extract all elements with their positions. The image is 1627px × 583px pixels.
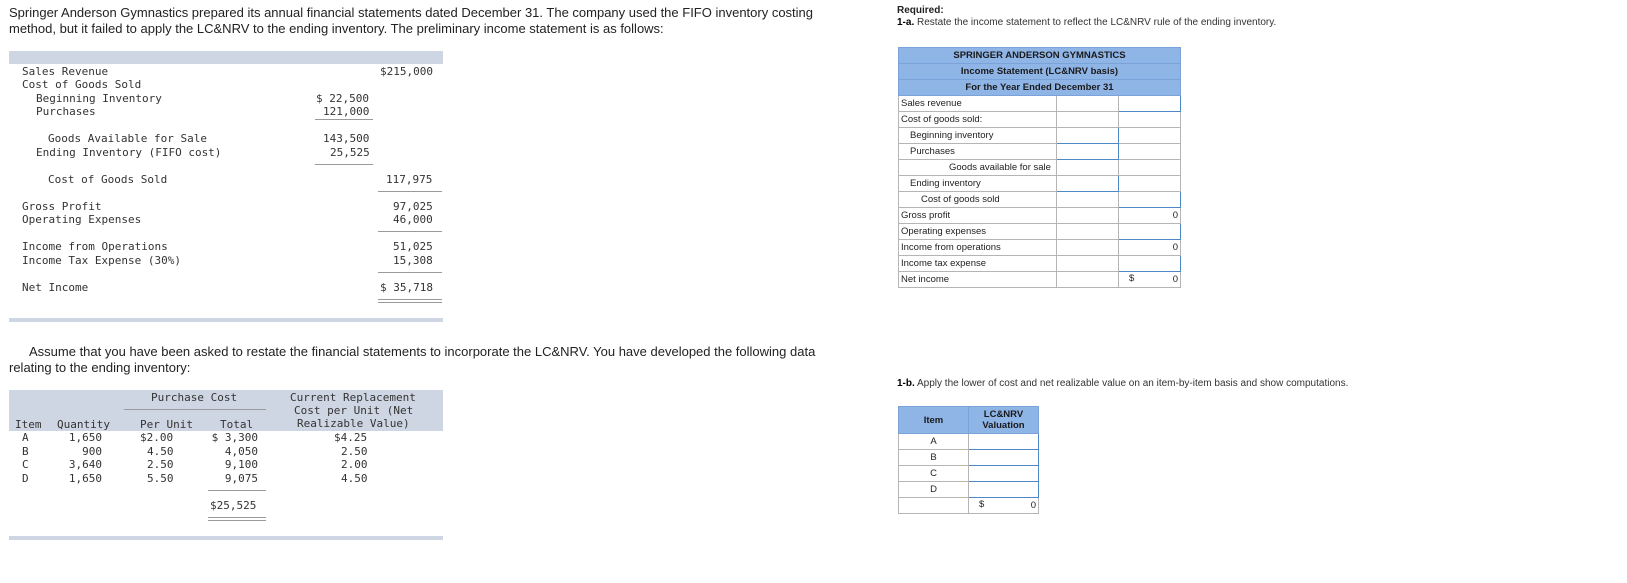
table-row — [899, 96, 1181, 112]
net-income-cell — [1119, 272, 1181, 288]
table-row-item: C — [22, 458, 29, 471]
col-per-unit-header: Per Unit — [140, 418, 193, 431]
operating-expenses-input[interactable] — [1119, 224, 1181, 240]
table-row-item: D — [22, 472, 29, 485]
table-row-total: 4,050 — [224, 445, 258, 458]
income-tax-label: Income Tax Expense (30%) — [22, 254, 181, 267]
cogs-total-label: Cost of Goods Sold — [48, 173, 168, 186]
inventory-grand-total: $25,525 — [210, 499, 257, 512]
ending-inventory-value: 25,525 — [330, 146, 370, 159]
purchases-value: 121,000 — [323, 105, 370, 118]
divider — [378, 231, 442, 232]
table-row — [899, 144, 1181, 160]
col-quantity-header: Quantity — [57, 418, 110, 431]
operating-expenses-value: 46,000 — [393, 213, 433, 226]
table-row-total: $ 3,300 — [211, 431, 258, 444]
ending-inventory-label: Ending inventory — [899, 176, 1057, 192]
empty-cell — [1057, 224, 1119, 240]
table-row — [899, 498, 1039, 514]
empty-cell — [1119, 128, 1181, 144]
cogs-total-label: Cost of goods sold — [899, 192, 1057, 208]
empty-cell — [1119, 160, 1181, 176]
net-income-value: $ 35,718 — [380, 281, 433, 294]
table-row-item: A — [22, 431, 29, 444]
double-rule — [378, 302, 442, 303]
divider — [378, 191, 442, 192]
table-row — [899, 450, 1039, 466]
requirement-1b-text: Apply the lower of cost and net realizable value on an item-by-item basis and show computations. — [914, 378, 1349, 389]
table-row-crc: $4.25 — [334, 431, 368, 444]
empty-cell — [1057, 256, 1119, 272]
goods-available-label: Goods available for sale — [899, 160, 1057, 176]
table-row — [899, 466, 1039, 482]
beginning-inventory-value: $ 22,500 — [316, 92, 369, 105]
operating-expenses-label: Operating Expenses — [22, 213, 142, 226]
empty-cell — [1057, 240, 1119, 256]
table-row-unit-cost: 5.50 — [147, 472, 174, 485]
item-label: D — [899, 482, 969, 498]
double-rule — [208, 520, 266, 521]
dollar-sign: $ — [979, 499, 985, 510]
gross-profit-label: Gross Profit — [22, 200, 102, 213]
table-row — [899, 160, 1181, 176]
divider — [315, 119, 373, 120]
beginning-inventory-input[interactable] — [1057, 128, 1119, 144]
statement-period-title: For the Year Ended December 31 — [899, 80, 1181, 96]
divider — [208, 490, 266, 491]
table-row-unit-cost: 2.50 — [147, 458, 174, 471]
gross-profit-value: 0 — [1119, 208, 1181, 224]
crc-header-line-3: Realizable Value) — [297, 417, 410, 430]
item-label: B — [899, 450, 969, 466]
section-footer-bar — [9, 318, 443, 322]
goods-available-label: Goods Available for Sale — [48, 132, 207, 145]
income-tax-input[interactable] — [1119, 256, 1181, 272]
table-row — [899, 272, 1181, 288]
dollar-sign: $ — [1129, 273, 1135, 284]
cogs-header-label: Cost of goods sold: — [899, 112, 1057, 128]
restated-income-statement — [898, 47, 1181, 288]
goods-available-value: 143,500 — [323, 132, 370, 145]
beginning-inventory-label: Beginning inventory — [899, 128, 1057, 144]
item-label: A — [899, 434, 969, 450]
table-row-unit-cost: 4.50 — [147, 445, 174, 458]
double-rule — [378, 299, 442, 300]
divider — [315, 164, 373, 165]
col-item-header: Item — [899, 407, 969, 434]
required-title: Required: — [897, 5, 944, 16]
sales-value: $215,000 — [380, 65, 433, 78]
purchases-label: Purchases — [899, 144, 1057, 160]
table-row — [899, 128, 1181, 144]
double-rule — [208, 517, 266, 518]
operating-expenses-label: Operating expenses — [899, 224, 1057, 240]
table-row-quantity: 1,650 — [68, 431, 102, 444]
sales-revenue-sub-cell — [1057, 96, 1119, 112]
table-row — [899, 208, 1181, 224]
divider — [124, 409, 266, 410]
table-row-crc: 4.50 — [341, 472, 368, 485]
cogs-total-input[interactable] — [1119, 192, 1181, 208]
crc-header-line-2: Cost per Unit (Net — [294, 404, 414, 417]
gross-profit-value: 97,025 — [393, 200, 433, 213]
table-row-crc: 2.50 — [341, 445, 368, 458]
intro-paragraph: Springer Anderson Gymnastics prepared its annual financial statements dated December 31. The company used the FIFO inventory costing method, but it failed to apply the LC&NRV to the ending inventory. The preliminary income statement is as follows: — [9, 5, 814, 36]
net-income-label: Net Income — [22, 281, 89, 294]
ending-inventory-input[interactable] — [1057, 176, 1119, 192]
table-row — [899, 192, 1181, 208]
table-row-quantity: 1,650 — [68, 472, 102, 485]
table-row — [899, 256, 1181, 272]
requirement-1b-tag: 1-b. — [897, 378, 915, 389]
income-tax-value: 15,308 — [393, 254, 433, 267]
section-footer-bar — [9, 536, 443, 540]
table-row-unit-cost: $2.00 — [140, 431, 174, 444]
statement-type-title: Income Statement (LC&NRV basis) — [899, 64, 1181, 80]
requirement-1b — [897, 378, 1348, 389]
sales-revenue-input[interactable] — [1119, 96, 1181, 112]
empty-cell — [1057, 192, 1119, 208]
table-row — [899, 482, 1039, 498]
valuation-input-b[interactable] — [969, 450, 1039, 466]
table-row — [899, 112, 1181, 128]
net-income-value: 0 — [1172, 274, 1178, 285]
table-row — [899, 434, 1039, 450]
beginning-inventory-label: Beginning Inventory — [36, 92, 162, 105]
purchases-label: Purchases — [36, 105, 96, 118]
table-row — [899, 176, 1181, 192]
purchases-input[interactable] — [1057, 144, 1119, 160]
empty-cell — [1057, 112, 1119, 128]
income-from-operations-value: 51,025 — [393, 240, 433, 253]
goods-available-value — [1057, 160, 1119, 176]
item-label: C — [899, 466, 969, 482]
col-valuation-header-line-2: Valuation — [982, 420, 1025, 431]
assume-paragraph: Assume that you have been asked to restate the financial statements to incorporate the LC&NRV. You have developed the following data relating to the ending inventory: — [9, 344, 816, 375]
gross-profit-label: Gross profit — [899, 208, 1057, 224]
income-tax-label: Income tax expense — [899, 256, 1057, 272]
col-total-header: Total — [220, 418, 254, 431]
divider — [378, 272, 442, 273]
col-valuation-header — [969, 407, 1039, 434]
empty-cell — [899, 498, 969, 514]
table-row-crc: 2.00 — [341, 458, 368, 471]
empty-cell — [1057, 208, 1119, 224]
empty-cell — [1119, 144, 1181, 160]
purchase-cost-header: Purchase Cost — [151, 391, 238, 404]
table-row-total: 9,075 — [224, 472, 258, 485]
table-row — [899, 224, 1181, 240]
cogs-total-value: 117,975 — [386, 173, 433, 186]
empty-cell — [1119, 112, 1181, 128]
table-row-quantity: 3,640 — [68, 458, 102, 471]
ending-inventory-label: Ending Inventory (FIFO cost) — [36, 146, 222, 159]
sales-revenue-label: Sales revenue — [899, 96, 1057, 112]
empty-cell — [1119, 176, 1181, 192]
income-from-operations-label: Income from operations — [899, 240, 1057, 256]
lcnrv-valuation-table — [898, 406, 1039, 514]
valuation-input-c[interactable] — [969, 466, 1039, 482]
statement-company-title: SPRINGER ANDERSON GYMNASTICS — [899, 48, 1181, 64]
col-item-header: Item — [15, 418, 42, 431]
table-row — [899, 240, 1181, 256]
table-row-item: B — [22, 445, 29, 458]
requirement-1a-text: Restate the income statement to reflect the LC&NRV rule of the ending inventory. — [914, 17, 1277, 28]
table-row-total: 9,100 — [224, 458, 258, 471]
table-row-quantity: 900 — [82, 445, 102, 458]
valuation-input-a[interactable] — [969, 434, 1039, 450]
cogs-label: Cost of Goods Sold — [22, 78, 142, 91]
valuation-input-d[interactable] — [969, 482, 1039, 498]
col-valuation-header-line-1: LC&NRV — [983, 409, 1024, 420]
empty-cell — [1057, 272, 1119, 288]
income-from-operations-label: Income from Operations — [22, 240, 168, 253]
valuation-total-value: 0 — [1030, 500, 1036, 511]
sales-label: Sales Revenue — [22, 65, 109, 78]
header-band — [9, 51, 443, 64]
valuation-total-cell — [969, 498, 1039, 514]
crc-header-line-1: Current Replacement — [290, 391, 416, 404]
income-from-operations-value: 0 — [1119, 240, 1181, 256]
requirement-1a-tag: 1-a. — [897, 17, 915, 28]
net-income-label: Net income — [899, 272, 1057, 288]
requirement-1a — [897, 17, 1276, 28]
